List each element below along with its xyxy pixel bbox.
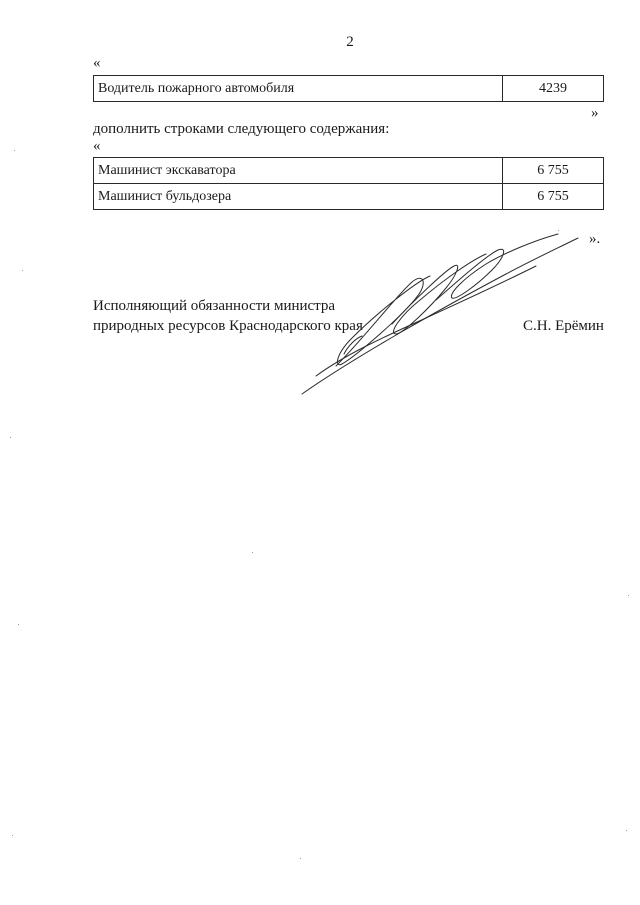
table-1-cell-name: Водитель пожарного автомобиля <box>94 76 503 102</box>
table-1-cell-value: 4239 <box>503 76 604 102</box>
signatory-title-line-1: Исполняющий обязанности министра <box>93 298 336 314</box>
table-2-cell-value: 6 755 <box>503 158 604 184</box>
handwritten-signature <box>296 226 586 401</box>
close-quote-1: » <box>591 105 599 121</box>
open-quote-1: « <box>93 55 101 71</box>
page-number: 2 <box>346 34 354 50</box>
table-2-cell-name: Машинист бульдозера <box>94 184 503 210</box>
table-row <box>94 158 604 184</box>
signatory-title-line-2: природных ресурсов Краснодарского края <box>93 318 363 334</box>
table-1 <box>93 75 604 102</box>
signatory-name: С.Н. Ерёмин <box>523 318 604 334</box>
table-2 <box>93 157 604 210</box>
table-2-cell-name: Машинист экскаватора <box>94 158 503 184</box>
close-quote-2: ». <box>589 231 601 247</box>
table-2-cell-value: 6 755 <box>503 184 604 210</box>
instruction-text: дополнить строками следующего содержания: <box>93 121 390 137</box>
table-row <box>94 184 604 210</box>
open-quote-2: « <box>93 138 101 154</box>
table-row <box>94 76 604 102</box>
